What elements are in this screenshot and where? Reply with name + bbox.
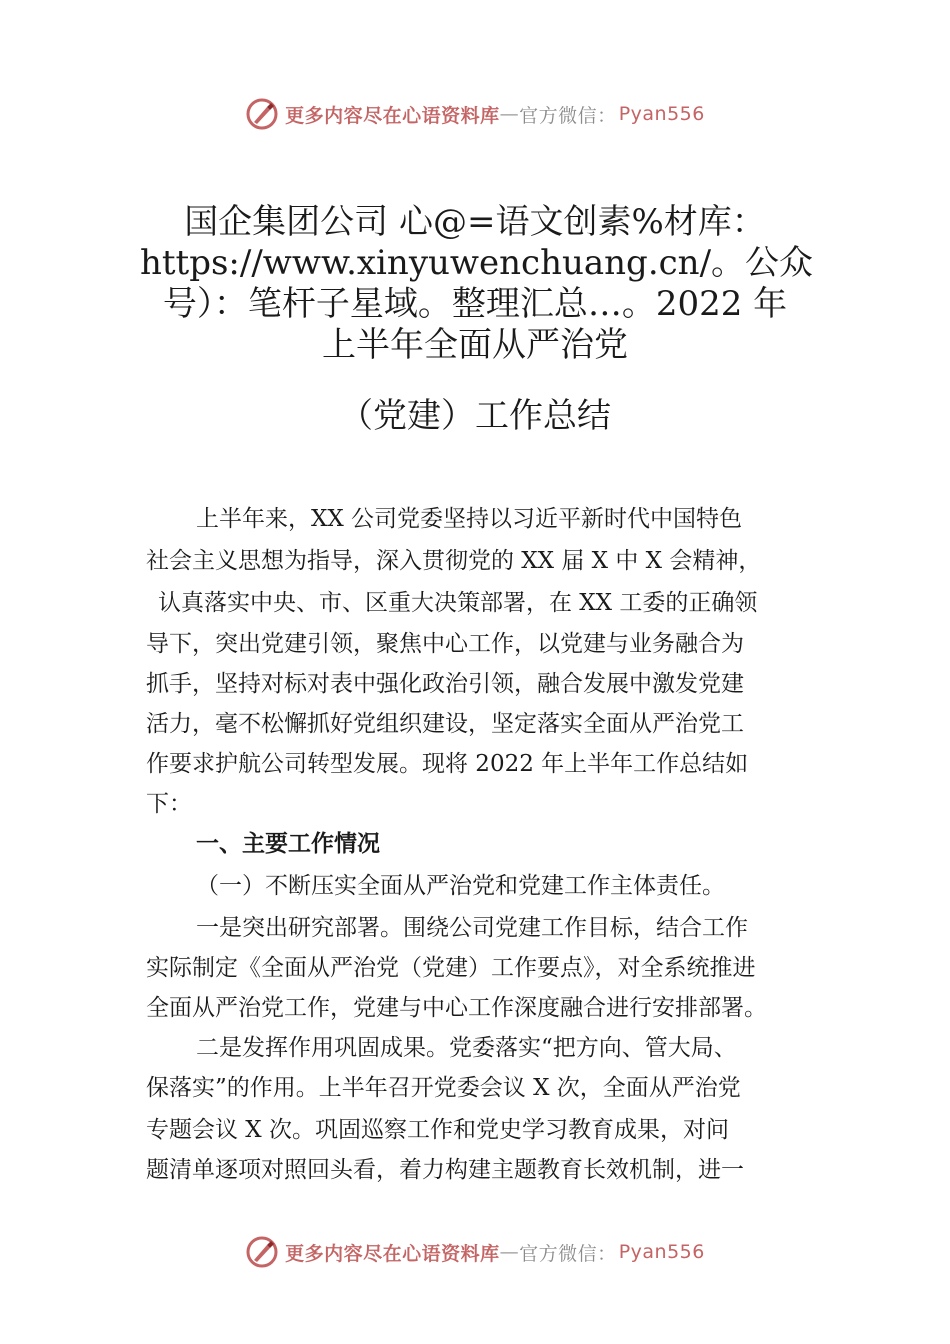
body-line: 全面从严治党工作，党建与中心工作深度融合进行安排部署。 [146,995,767,1021]
watermark-header [0,94,950,134]
body-line: 下： [146,791,192,817]
title-line: 国企集团公司 心@=语文创素%材库： [184,202,766,242]
watermark-wechat-label: 官方微信： [519,104,617,127]
section-heading: 一、主要工作情况 [196,831,380,857]
watermark-brand: 更多内容尽在心语资料库 [285,1242,500,1265]
watermark-wechat-id: Pyan556 [618,103,705,125]
body-line: 导下，突出党建引领，聚焦中心工作，以党建与业务融合为 [146,631,744,657]
title-line: 号）：笔杆子星域。整理汇总…。2022 年 [162,284,788,324]
body-line: 抓手，坚持对标对表中强化政治引领，融合发展中激发党建 [146,671,744,697]
body-line: 题清单逐项对照回头看，着力构建主题教育长效机制，进一 [146,1157,744,1183]
body-line: 上半年来，XX 公司党委坚持以习近平新时代中国特色 [196,506,743,532]
title-line: https://www.xinyuwenchuang.cn/。公众 [140,243,814,283]
body-line: 作要求护航公司转型发展。现将 2022 年上半年工作总结如 [146,751,749,777]
body-line: 实际制定《全面从严治党（党建）工作要点》，对全系统推进 [146,955,756,981]
watermark-footer [0,1232,950,1272]
watermark-brand: 更多内容尽在心语资料库 [285,104,500,127]
watermark-separator: — [499,103,520,125]
body-line: 专题会议 X 次。巩固巡察工作和党史学习教育成果，对问 [146,1117,729,1143]
body-line: 一是突出研究部署。围绕公司党建工作目标，结合工作 [196,915,748,941]
body-line: 认真落实中央、市、区重大决策部署，在 XX 工委的正确领 [158,590,758,616]
subsection-heading: （一）不断压实全面从严治党和党建工作主体责任。 [196,873,725,899]
body-line: 保落实”的作用。上半年召开党委会议 X 次，全面从严治党 [146,1075,741,1101]
document-title [140,202,814,366]
title-line: 上半年全面从严治党 [322,325,628,365]
document-subtitle: （党建）工作总结 [339,396,611,436]
body-line: 二是发挥作用巩固成果。党委落实“把方向、管大局、 [196,1035,737,1061]
body-line: 社会主义思想为指导，深入贯彻党的 XX 届 X 中 X 会精神， [146,548,762,574]
pen-circle-icon [245,1235,279,1269]
body-line: 活力，毫不松懈抓好党组织建设，坚定落实全面从严治党工 [146,711,744,737]
watermark-wechat-id: Pyan556 [618,1241,705,1263]
watermark-wechat-label: 官方微信： [519,1242,617,1265]
pen-circle-icon [245,97,279,131]
watermark-separator: — [499,1241,520,1263]
